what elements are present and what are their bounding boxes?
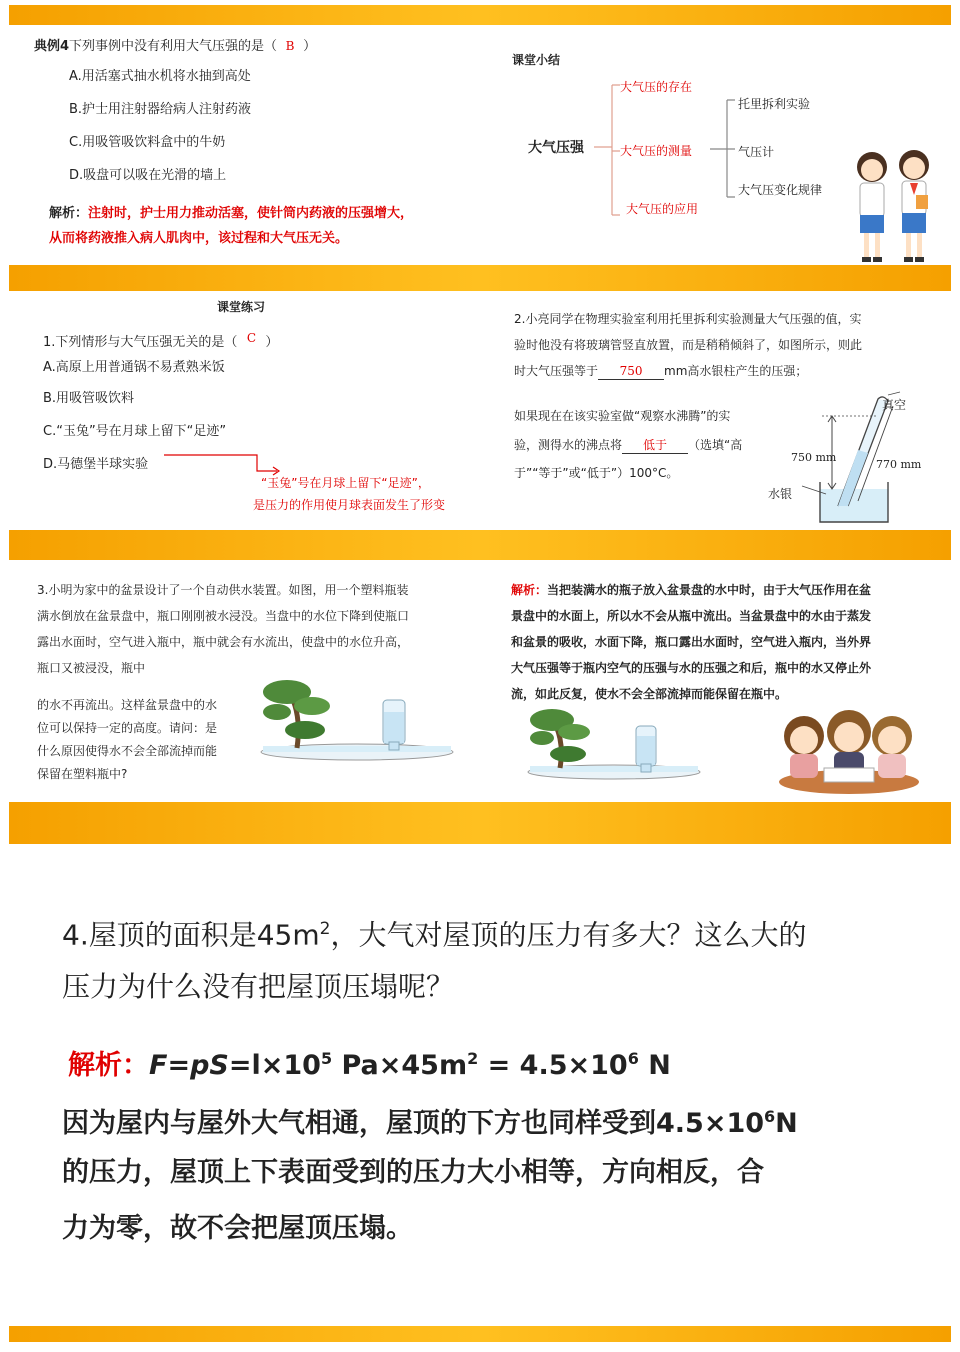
q2-text: 验，测得水的沸点将 [514,438,623,452]
label-770mm: 770 mm [876,458,922,471]
q2-line-4: 如果现在在该实验室做“观察水沸腾”的实 [514,409,731,423]
q4-text: N [775,1108,798,1139]
superscript: 6 [764,1107,776,1126]
analysis-line-2: 从而将药液推入病人肌肉中，该过程和大气压无关。 [49,231,349,246]
answer-mark: B [285,39,295,53]
note-arrow [9,291,476,530]
leaf-barometer: 气压计 [738,145,775,159]
formula-text: =l×10 [228,1050,321,1081]
slide-analysis-3 [484,560,951,802]
option-d: D.马德堡半球实验 [43,457,149,472]
q3-line-6: 位可以保持一定的高度。请问：是 [37,721,218,735]
slide-example-4 [9,25,476,265]
superscript: 2 [467,1049,479,1068]
option-c: C.“玉兔”号在月球上留下“足迹” [43,424,227,439]
formula-text: Pa×45m [332,1050,468,1081]
question-line [34,38,316,55]
q3-line-4: 瓶口又被浸没，瓶中 [37,661,146,675]
note-line-2: 是压力的作用使月球表面发生了形变 [253,498,446,512]
question-text: 下列事例中没有利用大气压强的是（ [69,39,278,54]
slide-title: 课堂练习 [217,300,266,314]
q2-line-6: 于”“等于”或“低于”）100°C。 [514,466,679,480]
q4-body-line-2: 的压力，屋顶上下表面受到的压力大小相等，方向相反，合 [62,1157,764,1188]
formula-symbol: F [149,1050,168,1081]
formula-symbol: pS [190,1050,229,1081]
slide-practice-3 [9,560,476,802]
bracket-close: ） [303,39,317,54]
q2-text: 时大气压强等于 [514,364,599,378]
analysis-label: 解析： [49,206,89,221]
children-reading-illustration [774,708,924,798]
analysis-line-1 [511,582,871,598]
label-750mm: 750 mm [791,451,837,464]
slide-summary [484,25,951,265]
analysis-text: 当把装满水的瓶子放入盆景盘的水中时，由于大气压作用在盆 [547,583,872,597]
q4-text: 因为屋内与屋外大气相通，屋顶的下方也同样受到4.5×10 [62,1108,765,1139]
q4-text: ，大气对屋顶的压力有多大？这么大的 [330,918,807,952]
analysis-text: 注射时，护士用力推动活塞，使针筒内药液的压强增大， [88,206,414,221]
slide-practice-1 [9,291,476,530]
analysis-line-1 [49,205,413,222]
bonsai-water-device-figure [257,670,457,770]
analysis-label: 解析： [68,1050,149,1081]
students-illustration [844,143,944,265]
q3-line-5: 的水不再流出。这样盆景盘中的水 [37,698,218,712]
q3-line-2: 满水倒放在盆景盘中，瓶口刚刚被水浸没。当盘中的水位下降到使瓶口 [37,609,410,623]
analysis-line-5: 流，如此反复，使水不会全部流掉而能保留在瓶中。 [511,687,788,701]
q4-body-line-1 [62,1092,798,1149]
analysis-line-4: 大气压强等于瓶内空气的压强与水的压强之和后，瓶中的水又停止外 [511,661,872,675]
leaf-torricelli: 托里拆利实验 [738,97,811,111]
formula-text: = [167,1050,191,1081]
branch-application: 大气压的应用 [626,202,699,216]
q3-line-1: 3.小明为家中的盆景设计了一个自动供水装置。如图，用一个塑料瓶装 [37,583,409,597]
superscript: 6 [627,1049,639,1068]
q2-line-5 [514,437,742,454]
answer-blank-lower: 低于 [622,437,688,454]
analysis-line-3: 和盆景的吸收，水面下降，瓶口露出水面时，空气进入瓶内，当外界 [511,635,872,649]
q4-line-1 [62,905,806,959]
slide-title: 课堂小结 [512,53,561,67]
analysis-line-2: 景盘中的水面上，所以水不会从瓶中流出。当盆景盘中的水由于蒸发 [511,609,872,623]
answer-blank-750: 750 [598,363,664,380]
q4-line-2: 压力为什么没有把屋顶压塌呢？ [62,970,455,1003]
q4-text: 4.屋顶的面积是45m [62,918,320,952]
orange-band [9,265,951,291]
bracket-close: ） [265,335,279,350]
orange-band [9,1326,951,1342]
formula-text: N [638,1050,671,1081]
q4-body-line-3: 力为零，故不会把屋顶压塌。 [62,1213,413,1244]
q2-line-1: 2.小亮同学在物理实验室利用托里拆利实验测量大气压强的值，实 [514,312,862,326]
mindmap-root: 大气压强 [528,140,584,156]
q3-line-7: 什么原因使得水不会全部流掉而能 [37,744,218,758]
slide-practice-2 [484,291,951,530]
question-text: 1.下列情形与大气压强无关的是（ [43,335,238,350]
formula-text: = 4.5×10 [478,1050,628,1081]
orange-band [9,530,951,560]
q4-formula-line [68,1034,671,1091]
q2-text: （选填“高 [688,438,743,452]
note-line-1: “玉兔”号在月球上留下“足迹”， [261,476,430,490]
superscript: 5 [320,1049,333,1068]
q3-line-8: 保留在塑料瓶中? [37,767,128,781]
branch-existence: 大气压的存在 [620,80,693,94]
answer-mark: C [246,331,256,345]
example-label: 典例4 [34,39,70,54]
branch-measurement: 大气压的测量 [620,144,693,158]
option-a: A.高原上用普通锅不易煮熟米饭 [43,360,225,375]
label-vacuum: 真空 [882,398,907,412]
bonsai-water-device-figure [524,700,704,790]
label-mercury: 水银 [768,487,793,501]
analysis-label: 解析： [511,583,548,597]
leaf-pressure-change: 大气压变化规律 [738,183,823,197]
q3-line-3: 露出水面时，空气进入瓶中，瓶中就会有水流出，使盘中的水位升高， [37,635,410,649]
q2-text: mm高水银柱产生的压强； [664,364,808,378]
superscript: 2 [319,919,331,939]
orange-band [9,5,951,25]
orange-band [9,802,951,844]
option-b: B.用吸管吸饮料 [43,391,135,406]
q2-line-2: 验时他没有将玻璃管竖直放置，而是稍稍倾斜了，如图所示，则此 [514,338,863,352]
option-b: B.护士用注射器给病人注射药液 [69,102,252,117]
option-d: D.吸盘可以吸在光滑的墙上 [69,168,227,183]
option-c: C.用吸管吸饮料盒中的牛奶 [69,135,226,150]
option-a: A.用活塞式抽水机将水抽到高处 [69,69,251,84]
q2-line-3 [514,363,807,380]
